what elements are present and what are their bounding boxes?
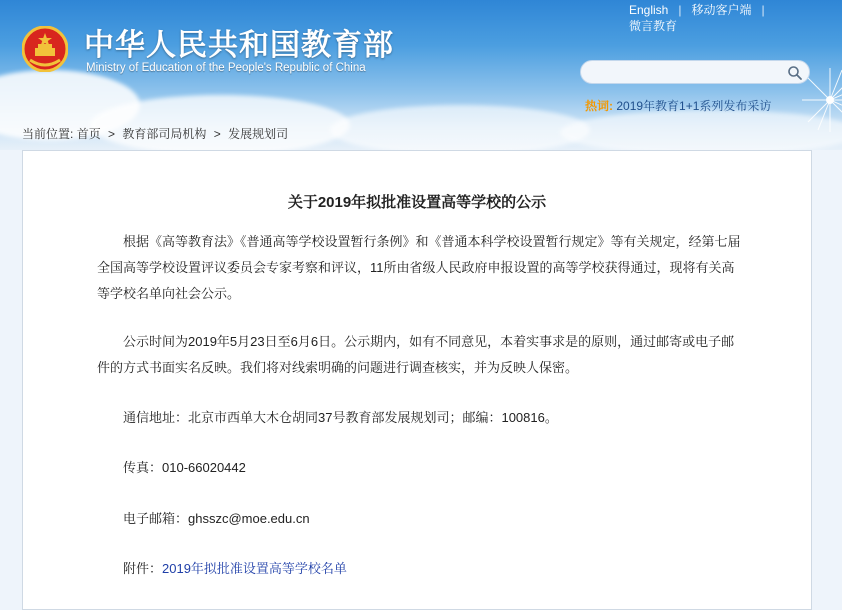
national-emblem-icon[interactable] xyxy=(22,26,68,72)
divider: | xyxy=(761,3,765,17)
breadcrumb-prefix: 当前位置: xyxy=(22,127,74,141)
contact-address: 通信地址：北京市西单大木仓胡同37号教育部发展规划司；邮编：100816。 xyxy=(123,410,558,425)
contact-email: 电子邮箱：ghsszc@moe.edu.cn xyxy=(123,511,310,526)
english-link[interactable]: English xyxy=(629,3,669,17)
breadcrumb xyxy=(22,125,288,142)
hot-topic-link[interactable]: 2019年教育1+1系列发布采访 xyxy=(616,99,772,113)
divider: | xyxy=(678,3,682,17)
article-container xyxy=(22,150,812,610)
contact-fax: 传真：010-66020442 xyxy=(123,460,246,475)
breadcrumb-separator: > xyxy=(108,127,116,141)
dandelion-decoration-icon xyxy=(790,60,842,150)
hot-topics-label: 热词: xyxy=(585,99,613,113)
article-title: 关于2019年拟批准设置高等学校的公示 xyxy=(287,194,547,211)
search-input[interactable] xyxy=(591,64,785,82)
article-paragraph-2: 公示时间为2019年5月23日至6月6日。公示期内，如有不同意见，本着实事求是的原则，通过邮寄或电子邮件的方式书面实名反映。我们将对线索明确的问题进行调查核实，并为反映人保密。 xyxy=(97,334,735,375)
breadcrumb-planning-dept[interactable]: 发展规划司 xyxy=(228,127,289,141)
weibo-link[interactable]: 微言教育 xyxy=(629,19,678,33)
attachment-link[interactable]: 2019年拟批准设置高等学校名单 xyxy=(162,561,347,576)
cloud-decoration xyxy=(330,105,590,150)
hot-topics xyxy=(585,97,771,114)
attachment-line xyxy=(97,556,747,582)
breadcrumb-separator: > xyxy=(213,127,221,141)
article-paragraph-1: 根据《高等教育法》《普通高等学校设置暂行条例》和《普通本科学校设置暂行规定》等有关规定，经第七届全国高等学校设置评议委员会专家考察和评议，11所由省级人民政府申报设置的高等学校获得通过，现将有关高等学校名单向社会公示。 xyxy=(97,234,741,301)
top-links xyxy=(629,2,775,34)
breadcrumb-departments[interactable]: 教育部司局机构 xyxy=(122,127,207,141)
site-subtitle: Ministry of Education of the People's Republic of China xyxy=(86,62,366,74)
breadcrumb-home[interactable]: 首页 xyxy=(76,127,101,141)
site-title[interactable]: 中华人民共和国教育部 xyxy=(84,28,394,63)
search-box xyxy=(580,60,810,84)
mobile-client-link[interactable]: 移动客户端 xyxy=(691,3,752,17)
attachment-label: 附件： xyxy=(123,561,163,576)
